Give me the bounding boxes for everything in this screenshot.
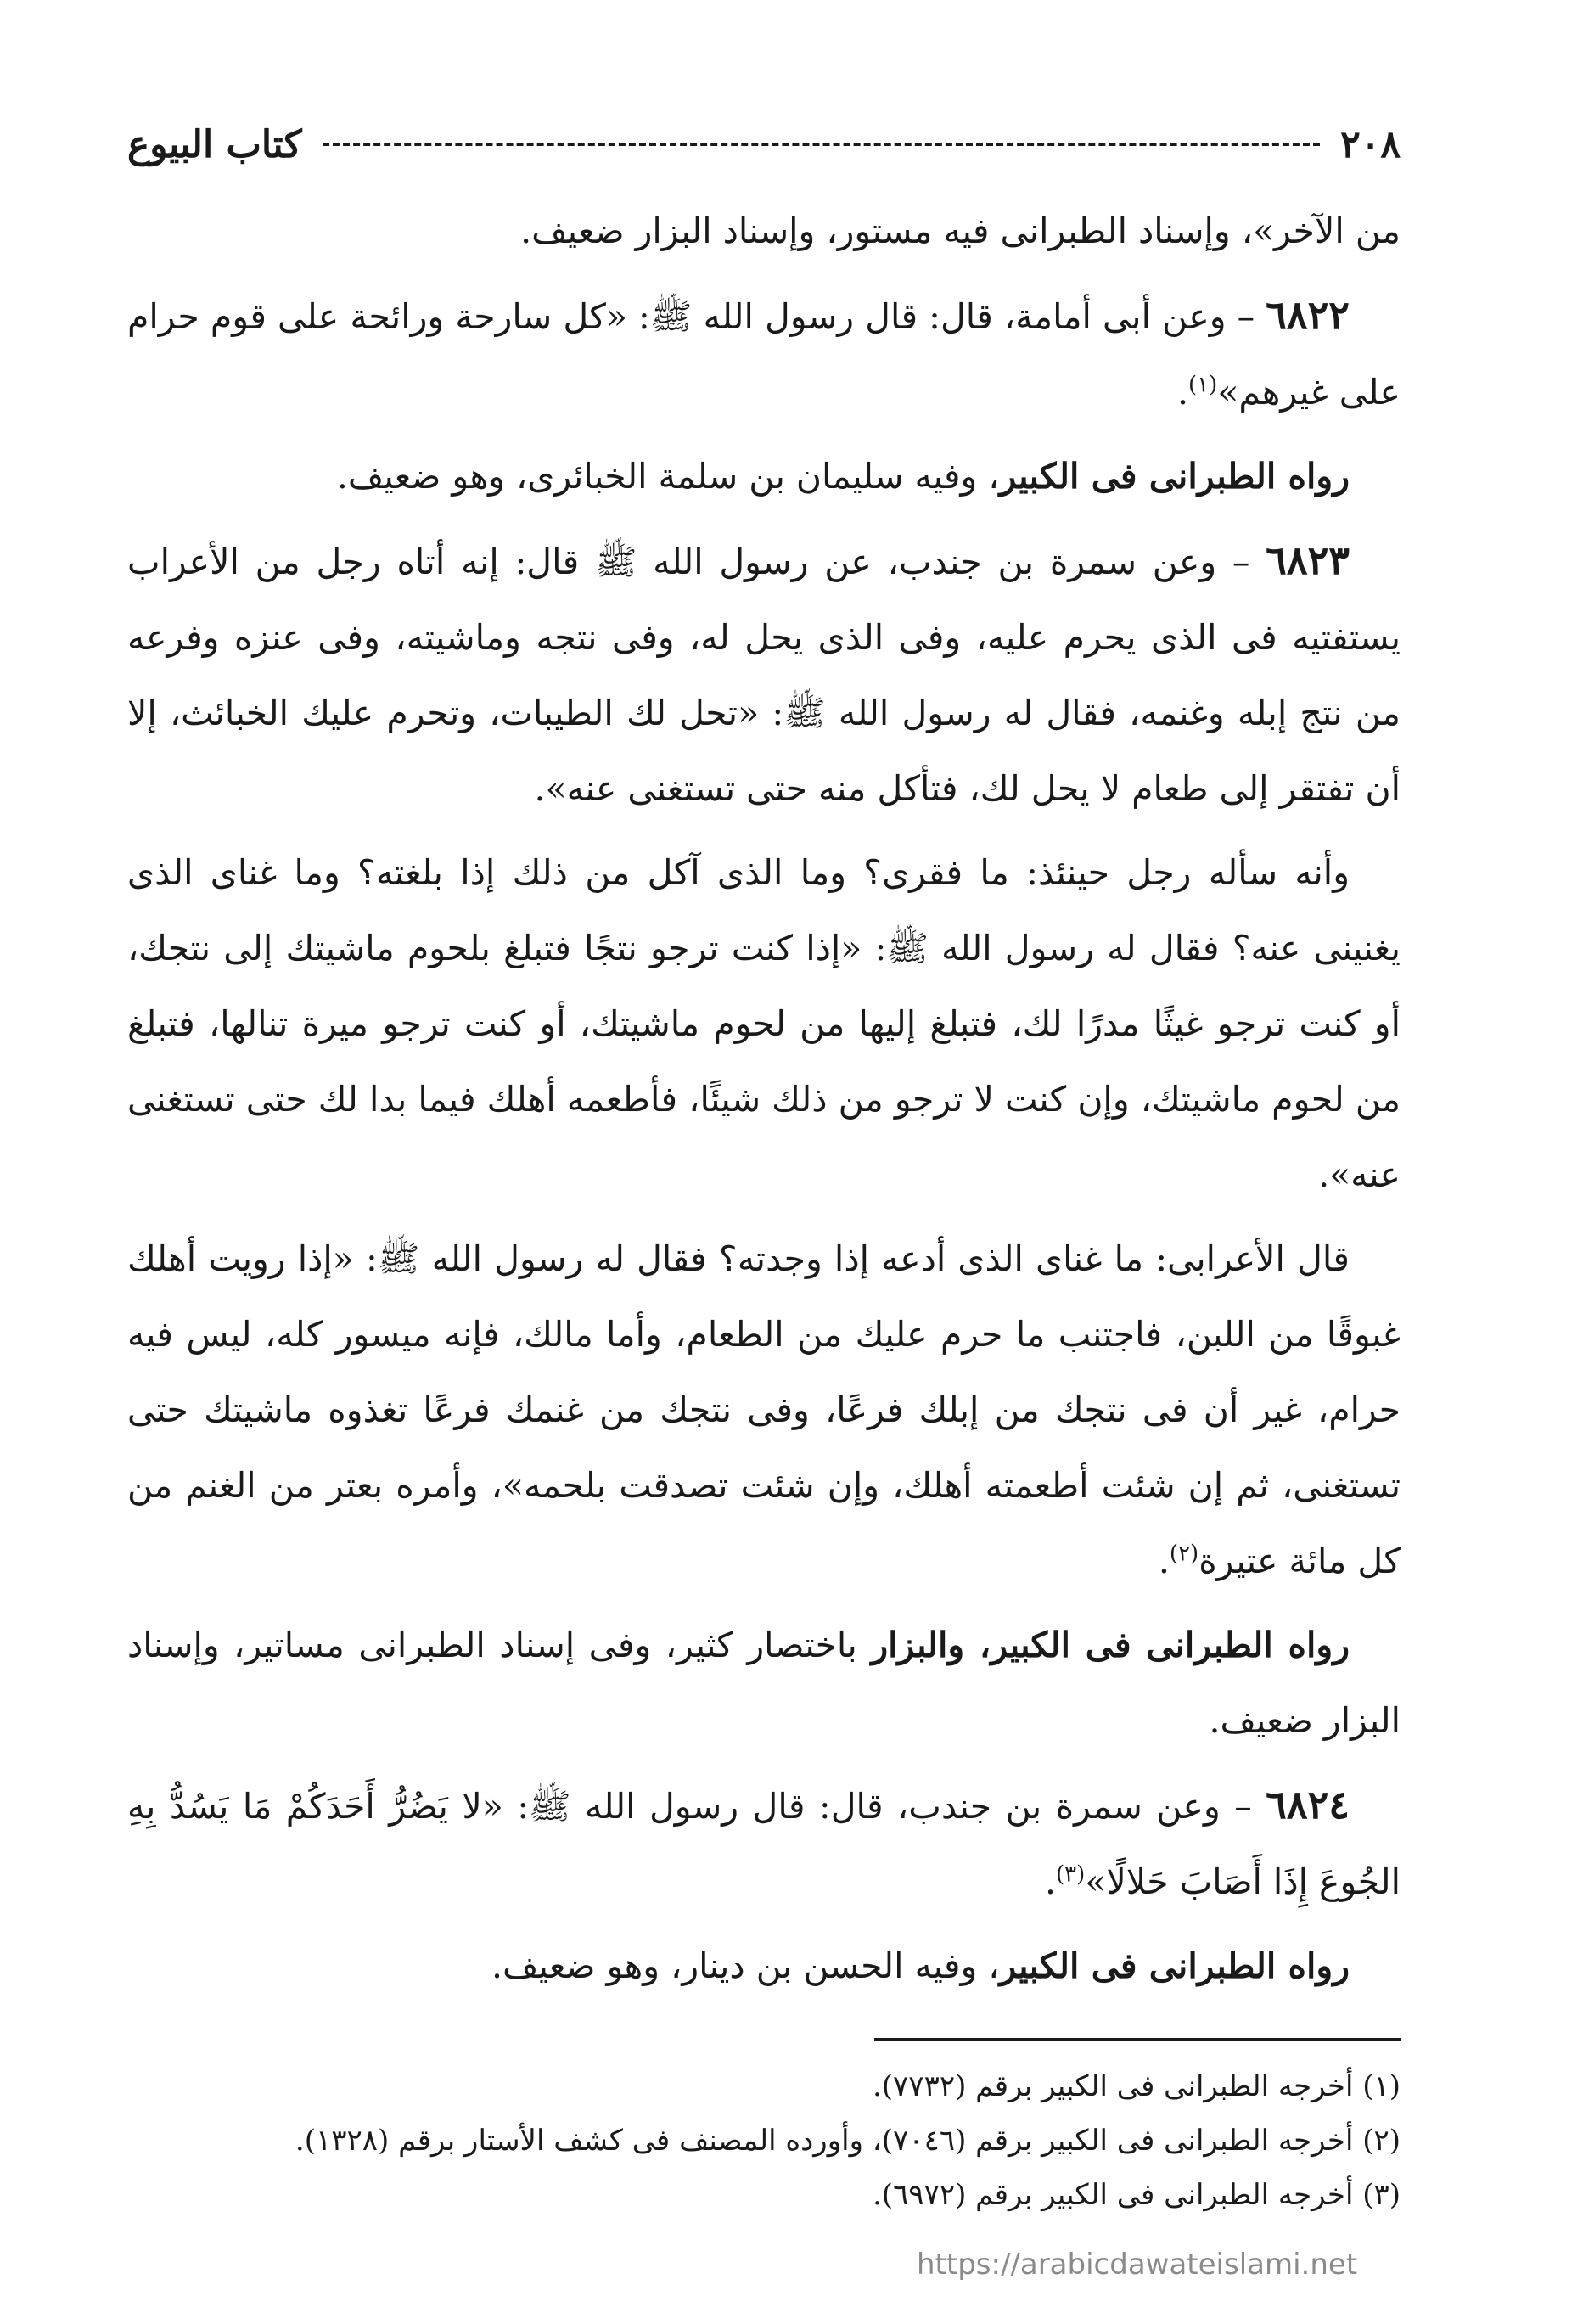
hadith-number: ٦٨٢٤: [1266, 1782, 1350, 1827]
header-divider: [323, 143, 1321, 146]
source-note: رواه الطبرانى فى الكبير، وفيه الحسن بن دينار، وهو ضعيف.: [491, 1945, 1350, 1986]
source-note: رواه الطبرانى فى الكبير، وفيه سليمان بن سلمة الخبائرى، وهو ضعيف.: [336, 456, 1350, 497]
hadith-6824: ٦٨٢٤ – وعن سمرة بن جندب، قال: قال رسول الله ﷺ: «لا يَضُرُّ أَحَدَكُمْ مَا يَسُدُّ بِهِ الجُوعَ إِذَا أَصَابَ حَلالًا»$^{(٣)}$.: [127, 1782, 1401, 1902]
hadith-6822: ٦٨٢٢ – وعن أبى أمامة، قال: قال رسول الله ﷺ: «كل سارحة ورائحة على قوم حرام على غيرهم»$^{(١)}$.: [127, 292, 1401, 413]
running-head: [127, 110, 1401, 178]
hadith-number: ٦٨٢٢: [1266, 292, 1350, 338]
main-text: [127, 194, 1401, 2004]
footnote-ref: (٣): [1056, 1861, 1086, 1888]
hadith-6823: ٦٨٢٣ – وعن سمرة بن جندب، عن رسول الله ﷺ قال: إنه أتاه رجل من الأعراب يستفتيه فى الذى يحرم عليه، وفى الذى يحل له، وفى نتجه وماشيته، وفى عنزه وفرعه من نتج إبله وغنمه، فقال له رسول الله ﷺ: «تحل لك الطيبات، وتحرم عليك الخبائث، إلا أن تفتقر إلى طعام لا يحل لك، فتأكل منه حتى تستغنى عنه».: [127, 537, 1401, 809]
footnote-separator: [874, 2038, 1401, 2041]
footnote-ref: (١): [1188, 372, 1218, 398]
footnote: (٢) أخرجه الطبرانى فى الكبير برقم (٧٠٤٦)، وأورده المصنف فى كشف الأستار برقم (١٣٢٨).: [295, 2124, 1401, 2158]
book-page: [127, 110, 1401, 2300]
paragraph-continuation: من الآخر»، وإسناد الطبرانى فيه مستور، وإسناد البزار ضعيف.: [520, 211, 1401, 251]
paragraph: قال الأعرابى: ما غناى الذى أدعه إذا وجدته؟ فقال له رسول الله ﷺ: «إذا رويت أهلك غبوقًا من اللبن، فاجتنب ما حرم عليك من الطعام، وأما مالك، فإنه ميسور كله، ليس فيه حرام، غير أن فى نتجك من إبلك فرعًا، وفى نتجك من غنمك فرعًا تغذوه ماشيتك حتى تستغنى، ثم إن شئت أطعمته أهلك، وإن شئت تصدقت بلحمه»، وأمره بعتر من الغنم من كل مائة عتيرة$^{(٢)}$.: [127, 1238, 1401, 1581]
footnote-ref: (٢): [1169, 1541, 1199, 1567]
paragraph: وأنه سأله رجل حينئذ: ما فقرى؟ وما الذى آكل من ذلك إذا بلغته؟ وما غناى الذى يغنينى عنه؟ فقال له رسول الله ﷺ: «إذا كنت ترجو نتجًا فتبلغ بلحوم ماشيتك إلى نتجك، أو كنت ترجو غيثًا مدرًا لك، فتبلغ إليها من لحوم ماشيتك، أو كنت ترجو ميرة تنالها، فتبلغ من لحوم ماشيتك، وإن كنت لا ترجو من ذلك شيئًا، فأطعمه أهلك فيما بدا لك حتى تستغنى عنه».: [127, 852, 1401, 1195]
book-chapter-title: كتاب البيوع: [127, 122, 302, 166]
footnotes: [127, 2059, 1401, 2222]
watermark-url: https://arabicdawateislami.net: [917, 2248, 1358, 2282]
hadith-number: ٦٨٢٣: [1266, 537, 1350, 583]
footnote: (٣) أخرجه الطبرانى فى الكبير برقم (٦٩٧٢).: [872, 2178, 1401, 2212]
footnote: (١) أخرجه الطبرانى فى الكبير برقم (٧٧٣٢).: [872, 2069, 1401, 2103]
page-number: ٢٠٨: [1340, 122, 1401, 166]
source-note: رواه الطبرانى فى الكبير، والبزار باختصار كثير، وفى إسناد الطبرانى مساتير، وإسناد البزار ضعيف.: [127, 1625, 1401, 1741]
